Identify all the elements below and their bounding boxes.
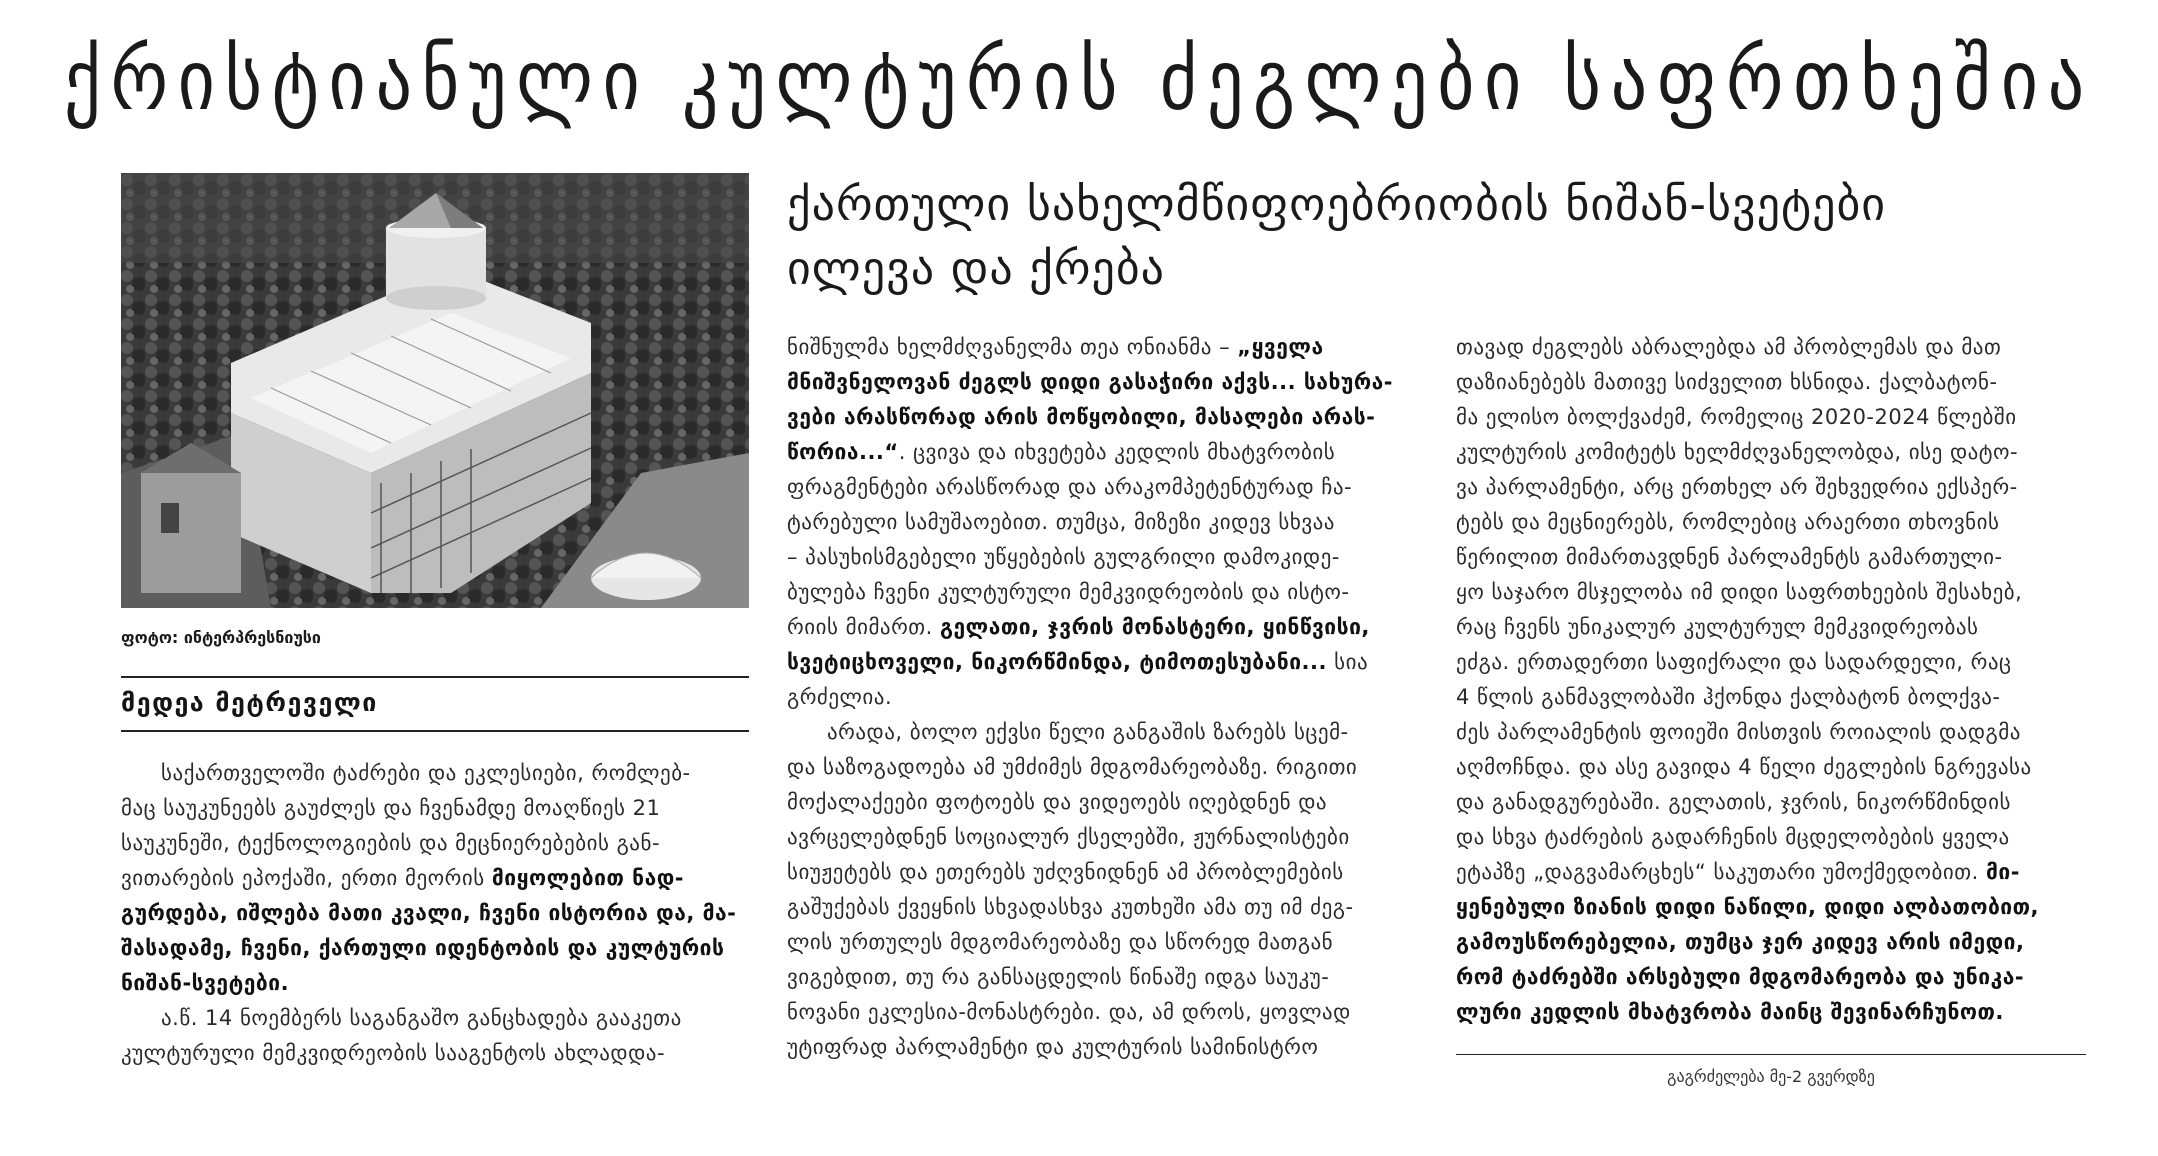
text: ძეს პარლამენტის ფოიეში მისთვის როიალის დადგმა [1456,720,2021,744]
text: არადა, ბოლო ექვსი წელი განგაშის ზარებს სცემ- [827,720,1349,744]
article-column-2 [787,330,1419,1065]
divider [121,676,749,678]
text: . ცვივა და იხვეტება კედლის მხატვრობის [898,440,1336,464]
text: საქართველოში ტაძრები და ეკლესიები, რომლებ- [161,761,691,785]
divider [121,730,749,732]
article-column-1 [121,756,749,1071]
text: გრძელია. [787,685,893,709]
text: საუკუნეში, ტექნოლოგიების და მეცნიერებების გან- [121,831,661,855]
bold-text: შასადამე, ჩვენი, ქართული იდენტობის და კულტურის [121,936,725,960]
text-line [1456,680,2088,715]
monastery-photo-icon [121,173,749,608]
divider [1456,1054,2086,1055]
text-line [1456,995,2088,1030]
subheadline-line: ქართული სახელმწიფოებრიობის ნიშან-სვეტები [787,177,1887,231]
continued-note: გაგრძელება მე-2 გვერდზე [1667,1067,1875,1086]
text: ვიგებდით, თუ რა განსაცდელის წინაშე იდგა საუკუ- [787,965,1330,989]
text-line [787,890,1419,925]
text: აღმოჩნდა. და ასე გავიდა 4 წელი ძეგლების ნგრევასა [1456,755,2032,779]
text-line [1456,610,2088,645]
bold-text: გელათი, ჯვრის მონასტერი, ყინწვისი, [939,615,1370,639]
text: ლის ურთულეს მდგომარეობაზე და სწორედ მათგან [787,930,1334,954]
bold-text: ნიშან-სვეტები. [121,971,290,995]
text-line [121,896,749,931]
text: ნიშნულმა ხელმძღვანელმა თეა ონიანმა – [787,335,1238,359]
bold-text: მიყოლებით ნად- [491,866,684,890]
text-line [121,756,749,791]
bold-text: წორია...“ [787,440,899,464]
text: ვითარების ეპოქაში, ერთი მეორის [121,866,492,890]
text-line [1456,365,2088,400]
text: ეტაპზე „დაგვამარცხეს“ საკუთარი უმოქმედობით. [1456,860,1986,884]
text: წერილით მიმართავდნენ პარლამენტს გამართული- [1456,545,2003,569]
text: ტარებული სამუშაოებით. თუმცა, მიზეზი კიდევ სხვაა [787,510,1335,534]
text: გაშუქებას ქვეყნის სხვადასხვა კუთხეში ამა თუ იმ ძეგ- [787,895,1354,919]
text: დაზიანებებს მათივე სიძველით ხსნიდა. ქალბატონ- [1456,370,1998,394]
text-line [1456,820,2088,855]
text: მაც საუკუნეებს გაუძლეს და ჩვენამდე მოაღწიეს 21 [121,796,661,820]
text-line [121,1001,749,1036]
text-line [787,470,1419,505]
text-line [121,931,749,966]
article-column-3 [1456,330,2088,1030]
headline-text: ქრისტიანული კულტურის ძეგლები საფრთხეშია [64,31,2094,129]
text-line [787,995,1419,1030]
text-line [121,966,749,1001]
text-line [787,750,1419,785]
text: სიუჟეტებს და ეთერებს უძღვნიდნენ ამ პრობლემების [787,860,1344,884]
text-line [121,791,749,826]
text-line [787,715,1419,750]
text: თავად ძეგლებს აბრალებდა ამ პრობლემას და მათ [1456,335,2002,359]
text-line [1456,750,2088,785]
text-line [787,400,1419,435]
bold-text: მი- [1985,860,2020,884]
text: ტებს და მეცნიერებს, რომლებიც არაერთი თხოვნის [1456,510,2000,534]
text-line [1456,890,2088,925]
bold-text: გურდება, იშლება მათი კვალი, ჩვენი ისტორია და, მა- [121,901,737,925]
text-line [1456,470,2088,505]
text-line [1456,400,2088,435]
author-name: მედეა მეტრეველი [121,688,378,717]
text-line [1456,960,2088,995]
text: ბულება ჩვენი კულტურული მემკვიდრეობის და ისტო- [787,580,1350,604]
text: ვა პარლამენტი, არც ერთხელ არ შეხვედრია ექსპერ- [1456,475,2018,499]
text-line [787,505,1419,540]
text-line [787,610,1419,645]
text-line [787,1030,1419,1065]
text-line [1456,855,2088,890]
text-line [787,855,1419,890]
text-line [1456,715,2088,750]
bold-text: მნიშვნელოვან ძეგლს დიდი გასაჭირი აქვს... სახურა- [787,370,1393,394]
bold-text: ვები არასწორად არის მოწყობილი, მასალები არას- [787,405,1376,429]
text: ყო საჯარო მსჯელობა იმ დიდი საფრთხეების შესახებ, [1456,580,2023,604]
text: უტიფრად პარლამენტი და კულტურის სამინისტრო [787,1035,1319,1059]
headline [0,20,2158,140]
text-line [787,680,1419,715]
text-line [121,826,749,861]
text-line [787,365,1419,400]
bold-text: გამოუსწორებელია, თუმცა ჯერ კიდევ არის იმედი, [1456,930,2025,954]
text: ფრაგმენტები არასწორად და არაკომპეტენტურად ჩა- [787,475,1353,499]
text: კულტურული მემკვიდრეობის სააგენტოს ახლადდა- [121,1041,666,1065]
bold-text: „ყველა [1237,335,1324,359]
text-line [1456,435,2088,470]
text: ავრცელებდნენ სოციალურ ქსელებში, ჟურნალისტები [787,825,1350,849]
text-line [787,435,1419,470]
bold-text: რომ ტაძრებში არსებული მდგომარეობა და უნიკა- [1456,965,2025,989]
text-line [1456,330,2088,365]
text: რიის მიმართ. [787,615,940,639]
text: მა ელისო ბოლქვაძემ, რომელიც 2020-2024 წლებში [1456,405,2017,429]
text: კულტურის კომიტეტს ხელმძღვანელობდა, ისე დატო- [1456,440,2019,464]
text-line [1456,925,2088,960]
text: მოქალაქეები ფოტოებს და ვიდეოებს იღებდნენ და [787,790,1328,814]
text-line [787,925,1419,960]
bold-text: სვეტიცხოველი, ნიკორწმინდა, ტიმოთესუბანი... [787,650,1327,674]
article-photo [121,173,749,608]
text: – პასუხისმგებელი უწყებების გულგრილი დამოკიდე- [787,545,1340,569]
text: ეძგა. ერთადერთი საფიქრალი და სადარდელი, რაც [1456,650,2012,674]
text-line [1456,645,2088,680]
text-line [1456,575,2088,610]
text-line [787,575,1419,610]
subheadline-line: ილევა და ქრება [787,241,1166,295]
text-line [787,960,1419,995]
text-line [121,1036,749,1071]
text-line [787,785,1419,820]
text-line [787,540,1419,575]
text: რაც ჩვენს უნიკალურ კულტურულ მემკვიდრეობას [1456,615,1979,639]
bold-text: ყენებული ზიანის დიდი ნაწილი, დიდი ალბათობით, [1456,895,2039,919]
text-line [787,820,1419,855]
text-line [1456,505,2088,540]
text-line [787,330,1419,365]
text-line [787,645,1419,680]
text-line [1456,540,2088,575]
text: ა.წ. 14 ნოემბერს საგანგაშო განცხადება გააკეთა [161,1006,682,1030]
text: და საზოგადოება ამ უმძიმეს მდგომარეობაზე. რიგითი [787,755,1358,779]
bold-text: ლური კედლის მხატვრობა მაინც შევინარჩუნოთ. [1456,1000,2004,1024]
text-line [1456,785,2088,820]
text-line [121,861,749,896]
text: და განადგურებაში. გელათის, ჯვრის, ნიკორწმინდის [1456,790,2011,814]
text: სია [1326,650,1369,674]
text: და სხვა ტაძრების გადარჩენის მცდელობების ყველა [1456,825,2010,849]
text: 4 წლის განმავლობაში ჰქონდა ქალბატონ ბოლქვა- [1456,685,2001,709]
photo-caption: ფოტო: ინტერპრესნიუსი [121,628,321,647]
text: ნოვანი ეკლესია-მონასტრები. და, ამ დროს, ყოვლად [787,1000,1351,1024]
subheadline [787,172,2087,300]
